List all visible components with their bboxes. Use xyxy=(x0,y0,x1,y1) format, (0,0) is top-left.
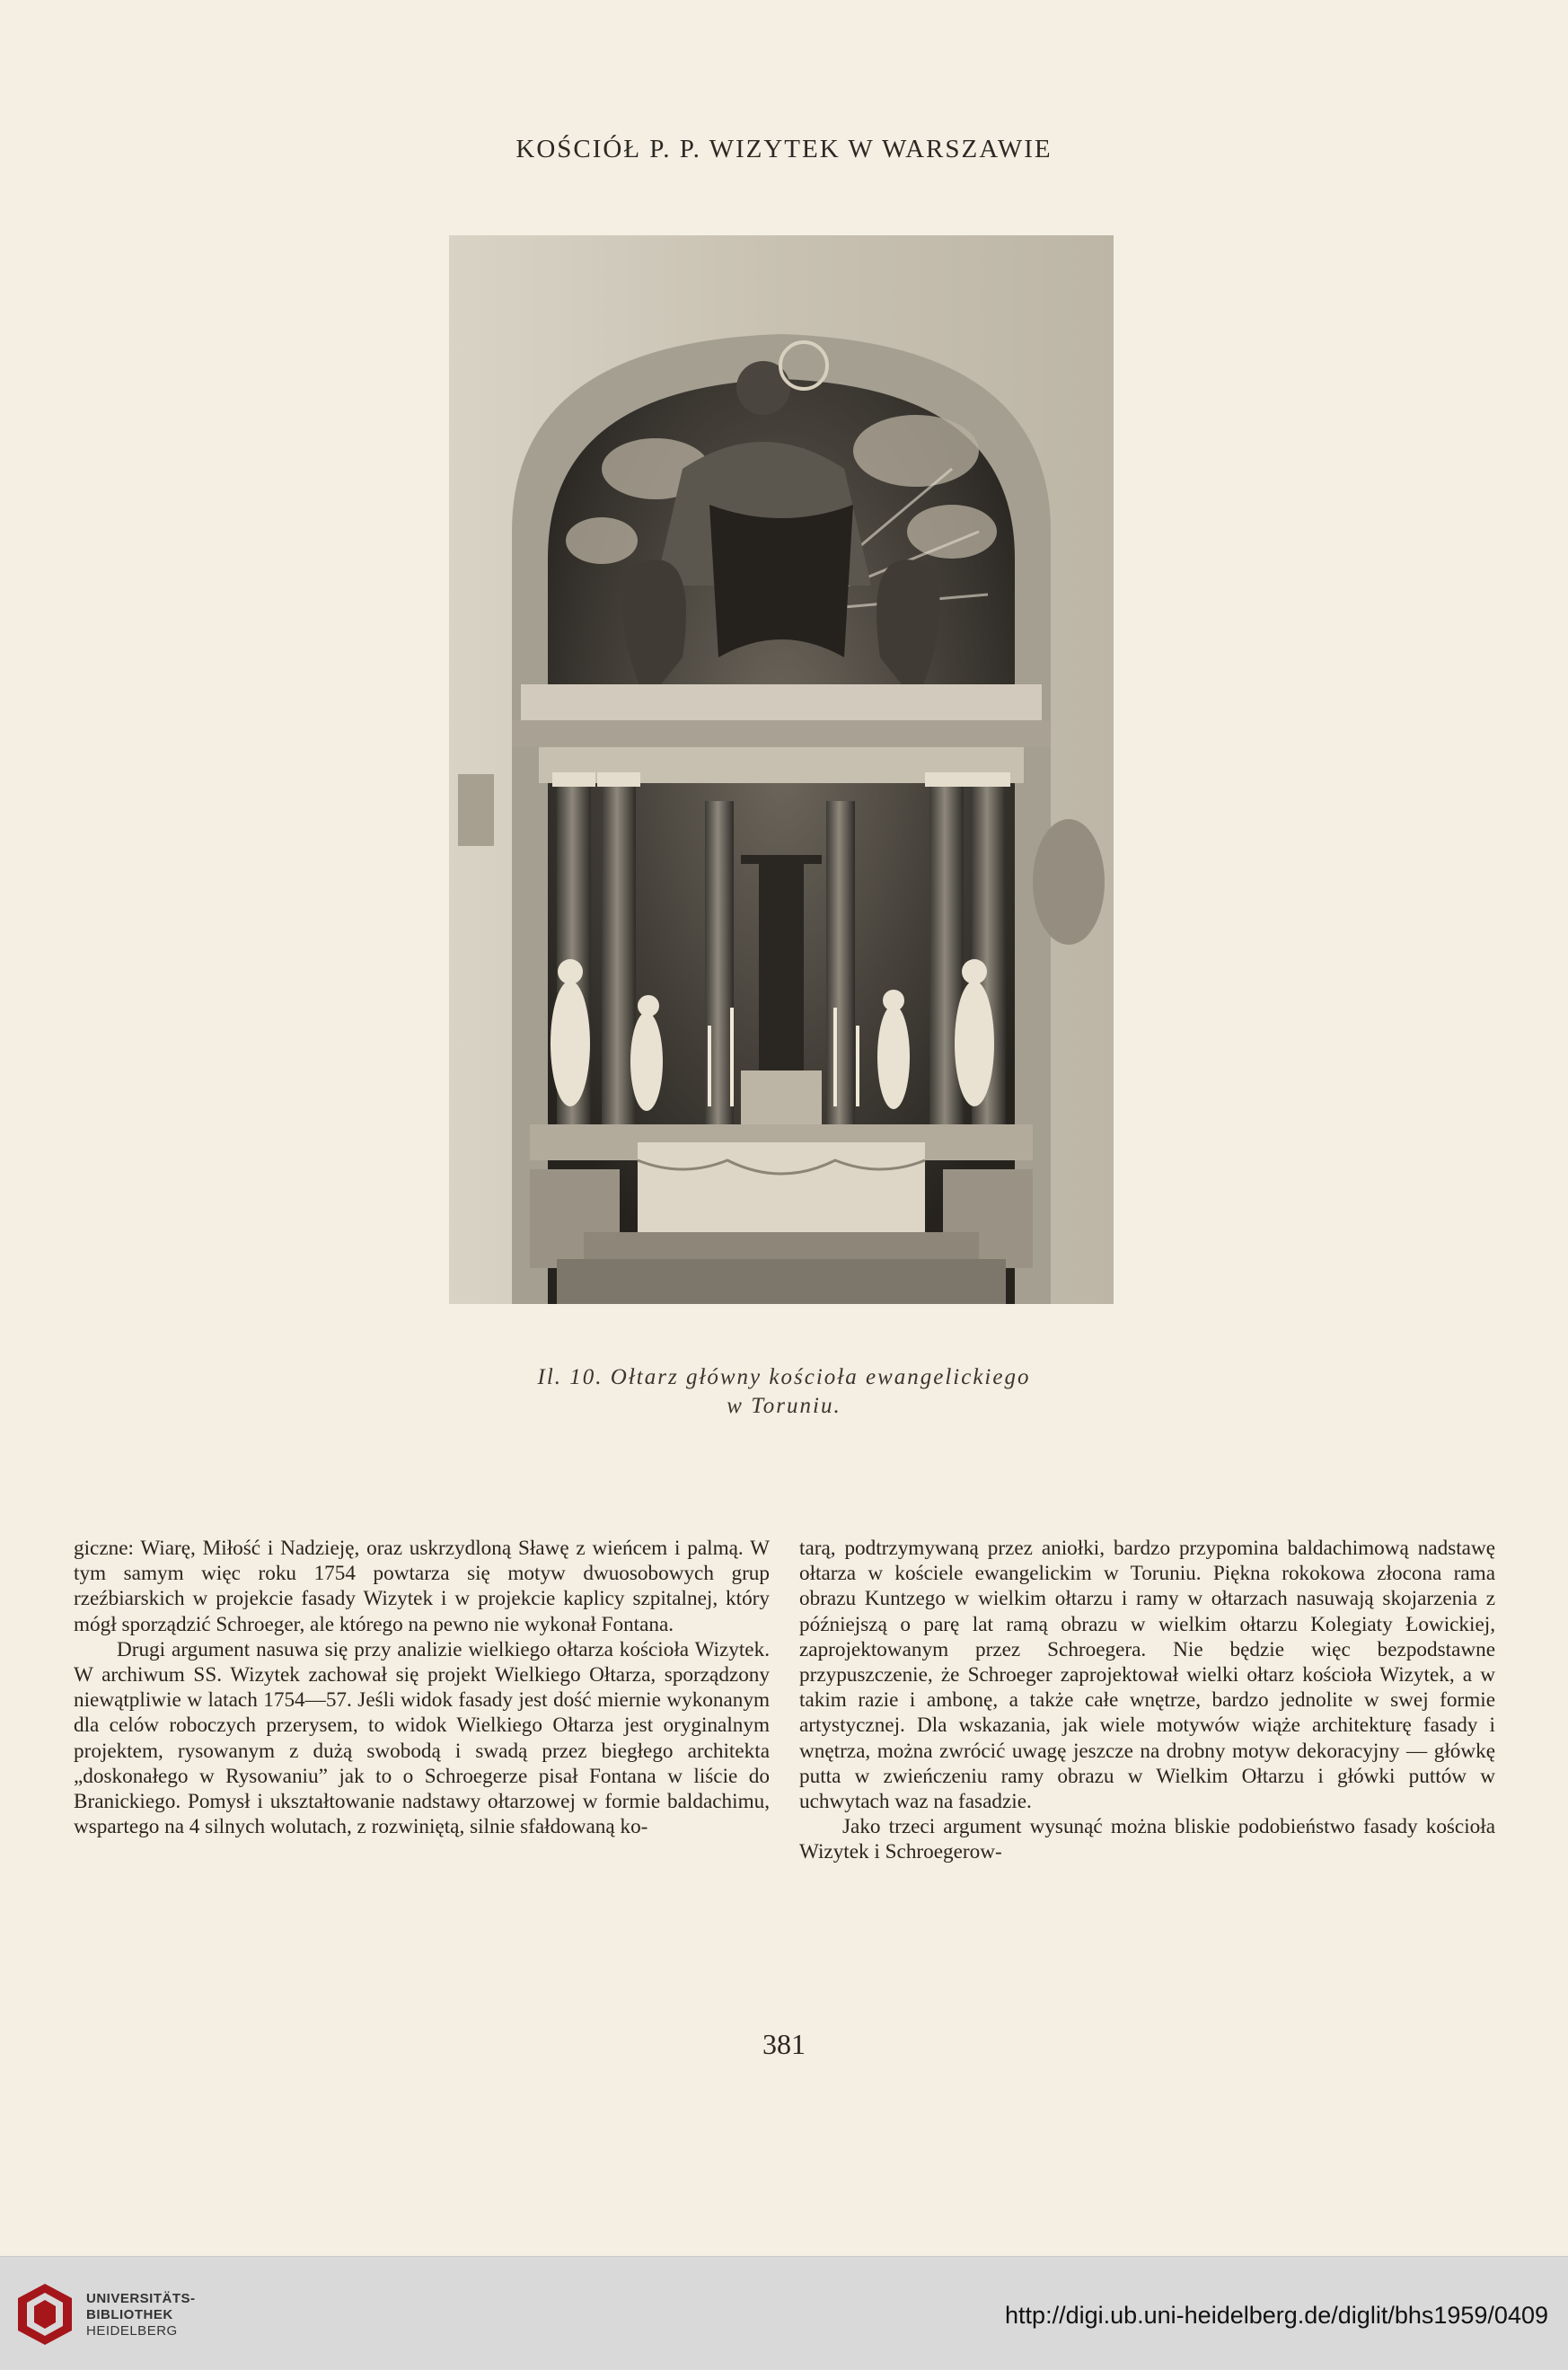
paragraph: tarą, podtrzymywaną przez aniołki, bardzo przypomina baldachimową nadstawę ołtarza w kościele ewangelickim w Toruniu. Piękna rokokowa złocona rama obrazu Kuntzego w wielkim ołtarzu i ramy w ołtarzach nasuwają skojarzenia z późniejszą o parę lat ramą obrazu w wielkim ołtarzu Kolegiaty Łowickiej, zaprojektowanym przez Schroegera. Nie będzie więc bezpodstawne przypuszczenie, że Schroeger zaprojektował wielki ołtarz kościoła Wizytek, a w takim razie i ambonę, a także całe wnętrze, bardzo jednolite w swej formie artystycznej. Dla wskazania, jak wiele motywów wiąże architekturę fasady i wnętrza, można zwrócić uwagę jeszcze na drobny motyw dekoracyjny — główkę putta w zwieńczeniu ramy obrazu w Wielkim Ołtarzu i główki puttów w uchwytach waz na fasadzie. xyxy=(799,1537,1495,1814)
paragraph: Drugi argument nasuwa się przy analizie wielkiego ołtarza kościoła Wizytek. W archiwum SS. Wizytek zachował się projekt Wielkiego Ołtarza, sporządzony niewątpliwie w latach 1754—57. Jeśli widok fasady jest dość miernie wykonanym dla celów roboczych przerysem, to widok Wielkiego Ołtarza jest oryginalnym projektem, rysowanym z dużą swobodą i swadą przez biegłego architekta „doskonałego w Rysowaniu” jak to o Schroegerze pisał Fontana w liście do Branickiego. Pomysł i ukształtowanie nadstawy ołtarzowej w formie baldachimu, wspartego na 4 silnych wolutach, z rozwiniętą, silnie sfałdowaną ko- xyxy=(74,1637,770,1839)
right-text-column xyxy=(799,1536,1495,1865)
left-text-column xyxy=(74,1536,770,1839)
caption-line-1: Il. 10. Ołtarz główny kościoła ewangelickiego xyxy=(537,1365,1031,1389)
permalink-url[interactable]: http://digi.ub.uni-heidelberg.de/diglit/bhs1959/0409 xyxy=(1005,2302,1548,2329)
library-name xyxy=(86,2291,196,2339)
library-logo-icon xyxy=(16,2282,74,2347)
figure-caption xyxy=(0,1363,1568,1421)
footer-bar xyxy=(0,2256,1568,2370)
altar-photo-illustration xyxy=(449,235,1114,1304)
running-head: KOŚCIÓŁ P. P. WIZYTEK W WARSZAWIE xyxy=(515,135,1053,163)
paragraph: giczne: Wiarę, Miłość i Nadzieję, oraz uskrzydloną Sławę z wieńcem i palmą. W tym samym więc roku 1754 powtarza się motyw dwuosobowych grup rzeźbiarskich w projekcie fasady Wizytek i w projekcie kaplicy szpitalnej, który mógł sporządzić Schroeger, ale którego na pewno nie wykonał Fontana. xyxy=(74,1537,770,1636)
paragraph: Jako trzeci argument wysunąć można bliskie podobieństwo fasady kościoła Wizytek i Schroegerow- xyxy=(799,1815,1495,1864)
page-number: 381 xyxy=(762,2028,806,2060)
caption-line-2: w Toruniu. xyxy=(727,1394,841,1418)
library-name-line: HEIDELBERG xyxy=(86,2323,178,2339)
altar-photograph xyxy=(449,235,1114,1304)
library-name-line: BIBLIOTHEK xyxy=(86,2307,173,2322)
library-name-line: UNIVERSITÄTS- xyxy=(86,2291,196,2306)
